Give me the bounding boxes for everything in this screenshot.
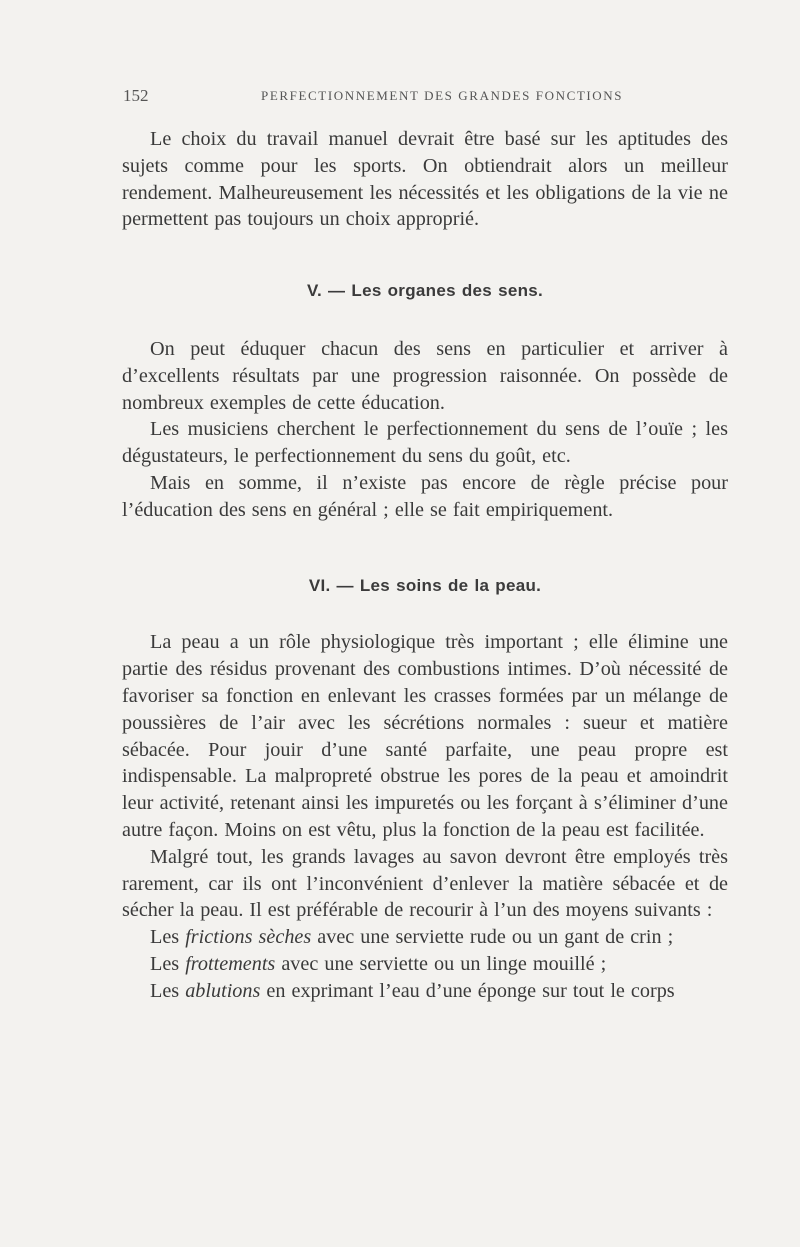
list-item xyxy=(122,951,728,978)
list-item-lead: Les xyxy=(150,926,186,949)
list-item xyxy=(122,924,728,951)
list-item-term: frictions sèches xyxy=(185,926,312,949)
list-item-rest: en exprimant l’eau d’une éponge sur tout le corps xyxy=(260,979,675,1002)
running-head: PERFECTIONNEMENT DES GRANDES FONCTIONS xyxy=(261,88,624,103)
paragraph: Malgré tout, les grands lavages au savon devront être employés très rarement, car ils ont l’inconvénient d’enlever la matière sébacée et de sécher la peau. Il est préférable de recourir à l’un des moyens suivants : xyxy=(122,845,728,922)
list-item-rest: avec une serviette rude ou un gant de crin ; xyxy=(311,926,674,949)
paragraph: On peut éduquer chacun des sens en particulier et arriver à d’excellents résultats par une progression raisonnée. On possède de nombreux exemples de cette éducation. xyxy=(122,337,728,414)
body-text xyxy=(122,126,728,1005)
paragraph: La peau a un rôle physiologique très important ; elle élimine une partie des résidus provenant des combustions intimes. D’où nécessité de favoriser sa fonction en enlevant les crasses formées par un mélange de poussières de l’air avec les sécrétions normales : sueur et matière sébacée. Pour jouir d’une santé parfaite, une peau propre est indispensable. La malpropreté obstrue les pores de la peau et amoindrit leur activité, retenant ainsi les impuretés ou les forçant à s’éliminer d’une autre façon. Moins on est vêtu, plus la fonction de la peau est facilitée. xyxy=(122,631,728,841)
list-item-lead: Les xyxy=(150,979,186,1002)
list-item-term: ablutions xyxy=(185,979,261,1002)
list-item-term: frottements xyxy=(185,952,276,975)
section-heading-soins-de-la-peau: VI. — Les soins de la peau. xyxy=(308,575,542,595)
list-item xyxy=(122,978,728,1005)
page-header xyxy=(123,86,731,110)
list-item-lead: Les xyxy=(150,952,186,975)
list-item-rest: avec une serviette ou un linge mouillé ; xyxy=(275,952,607,975)
paragraph: Les musiciens cherchent le perfectionnement du sens de l’ouïe ; les dégustateurs, le perfectionnement du sens du goût, etc. xyxy=(122,418,728,468)
page-number: 152 xyxy=(123,86,149,105)
paragraph: Mais en somme, il n’existe pas encore de règle précise pour l’éducation des sens en général ; elle se fait empiriquement. xyxy=(122,471,728,521)
paragraph: Le choix du travail manuel devrait être basé sur les aptitudes des sujets comme pour les sports. On obtiendrait alors un meilleur rendement. Malheureusement les nécessités et les obligations de la vie ne permettent pas toujours un choix approprié. xyxy=(122,128,728,231)
section-heading-organes-des-sens: V. — Les organes des sens. xyxy=(306,281,544,301)
